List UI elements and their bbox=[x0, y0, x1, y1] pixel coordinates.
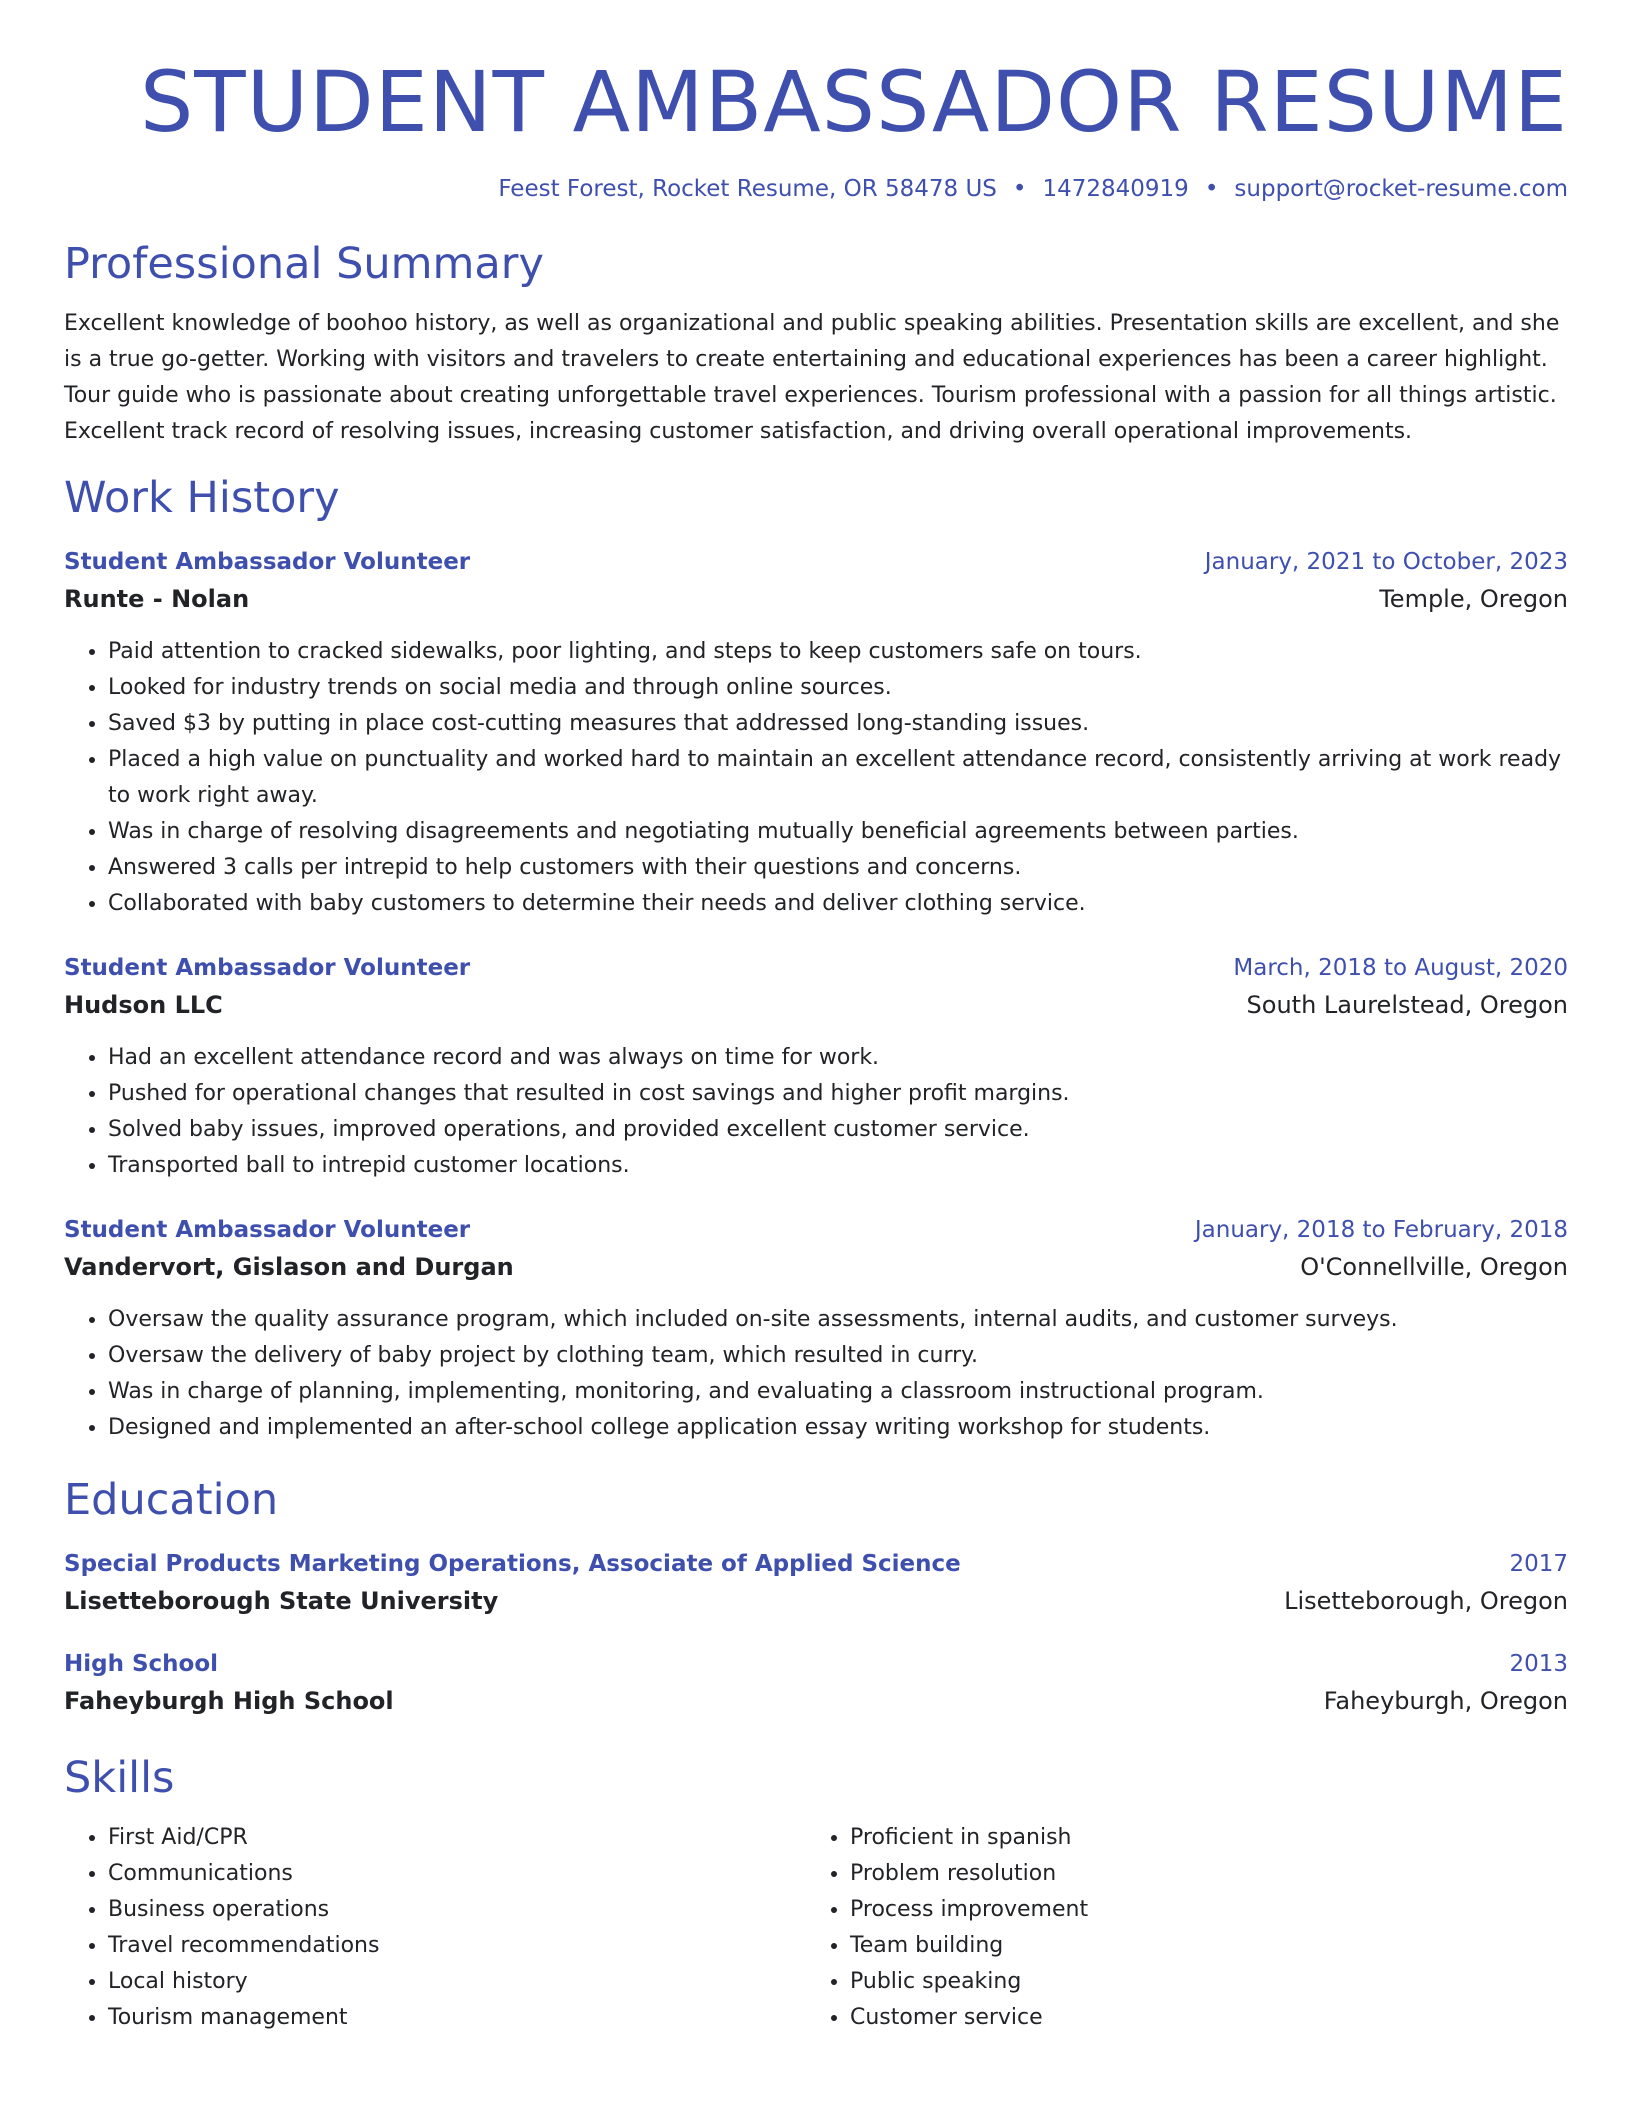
education-entry bbox=[64, 1546, 1568, 1620]
list-item: • Collaborated with baby customers to determine their needs and deliver clothing service. bbox=[108, 886, 1568, 922]
separator-dot: • bbox=[1012, 176, 1027, 202]
contact-line bbox=[64, 174, 1568, 204]
list-item: • Had an excellent attendance record and was always on time for work. bbox=[108, 1040, 1568, 1076]
job-entry bbox=[64, 950, 1568, 1184]
list-item: • Saved $3 by putting in place cost-cutting measures that addressed long-standing issues. bbox=[108, 706, 1568, 742]
job-bullets bbox=[64, 1302, 1568, 1446]
summary-text: Excellent knowledge of boohoo history, as well as organizational and public speaking abilities. Presentation skills are excellent, and she is a true go-getter. Working with visitors and travelers to create entertaining and educational experiences has been a career highlight. Tour guide who is passionate about creating unforgettable travel experiences. Tourism professional with a passion for all things artistic. Excellent track record of resolving issues, increasing customer satisfaction, and driving overall operational improvements. bbox=[64, 311, 1560, 444]
job-bullets bbox=[64, 1040, 1568, 1184]
section-title-education: Education bbox=[64, 1475, 279, 1525]
job-dates: March, 2018 to August, 2020 bbox=[1233, 955, 1568, 981]
degree-title: High School bbox=[64, 1651, 219, 1677]
job-bullets bbox=[64, 634, 1568, 922]
section-title-work-history: Work History bbox=[64, 473, 340, 523]
resume-header bbox=[64, 0, 1568, 204]
school-location: Faheyburgh, Oregon bbox=[1323, 1687, 1568, 1715]
list-item: • Paid attention to cracked sidewalks, poor lighting, and steps to keep customers safe on tours. bbox=[108, 634, 1568, 670]
list-item: • Placed a high value on punctuality and worked hard to maintain an excellent attendance record, consistently arriving at work ready to work right away. bbox=[108, 742, 1568, 814]
job-title: Student Ambassador Volunteer bbox=[64, 1217, 471, 1243]
job-title: Student Ambassador Volunteer bbox=[64, 549, 471, 575]
job-entry bbox=[64, 1212, 1568, 1446]
skill-item: • First Aid/CPR bbox=[108, 1820, 806, 1856]
skill-item: • Tourism management bbox=[108, 2000, 806, 2036]
company-name: Runte - Nolan bbox=[64, 585, 250, 613]
list-item: • Designed and implemented an after-school college application essay writing workshop for students. bbox=[108, 1410, 1568, 1446]
degree-title: Special Products Marketing Operations, Associate of Applied Science bbox=[64, 1551, 961, 1577]
job-dates: January, 2018 to February, 2018 bbox=[1194, 1217, 1568, 1243]
email: support@rocket-resume.com bbox=[1234, 176, 1568, 202]
list-item: • Was in charge of resolving disagreements and negotiating mutually beneficial agreements between parties. bbox=[108, 814, 1568, 850]
separator-dot: • bbox=[1204, 176, 1219, 202]
job-dates: January, 2021 to October, 2023 bbox=[1204, 549, 1568, 575]
skills-column-left bbox=[64, 1820, 806, 2036]
skill-item: • Public speaking bbox=[850, 1964, 1548, 2000]
school-name: Faheyburgh High School bbox=[64, 1687, 394, 1715]
school-location: Lisetteborough, Oregon bbox=[1284, 1587, 1568, 1615]
skill-item: • Business operations bbox=[108, 1892, 806, 1928]
list-item: • Was in charge of planning, implementing, monitoring, and evaluating a classroom instructional program. bbox=[108, 1374, 1568, 1410]
skill-item: • Team building bbox=[850, 1928, 1548, 1964]
job-title: Student Ambassador Volunteer bbox=[64, 955, 471, 981]
skill-item: • Problem resolution bbox=[850, 1856, 1548, 1892]
education-year: 2017 bbox=[1509, 1551, 1568, 1577]
list-item: • Oversaw the delivery of baby project by clothing team, which resulted in curry. bbox=[108, 1338, 1568, 1374]
skills-column-right bbox=[806, 1820, 1548, 2036]
skill-item: • Communications bbox=[108, 1856, 806, 1892]
job-entry bbox=[64, 544, 1568, 922]
phone: 1472840919 bbox=[1042, 176, 1189, 202]
list-item: • Oversaw the quality assurance program, which included on-site assessments, internal audits, and customer surveys. bbox=[108, 1302, 1568, 1338]
company-name: Vandervort, Gislason and Durgan bbox=[64, 1253, 514, 1281]
job-location: Temple, Oregon bbox=[1379, 585, 1568, 613]
list-item: • Pushed for operational changes that resulted in cost savings and higher profit margins. bbox=[108, 1076, 1568, 1112]
school-name: Lisetteborough State University bbox=[64, 1587, 499, 1615]
list-item: • Answered 3 calls per intrepid to help customers with their questions and concerns. bbox=[108, 850, 1568, 886]
list-item: • Solved baby issues, improved operations, and provided excellent customer service. bbox=[108, 1112, 1568, 1148]
skill-item: • Travel recommendations bbox=[108, 1928, 806, 1964]
skill-item: • Customer service bbox=[850, 2000, 1548, 2036]
section-title-summary: Professional Summary bbox=[64, 239, 544, 289]
skill-item: • Local history bbox=[108, 1964, 806, 2000]
list-item: • Transported ball to intrepid customer locations. bbox=[108, 1148, 1568, 1184]
skills-list bbox=[64, 1820, 1568, 2036]
company-name: Hudson LLC bbox=[64, 991, 223, 1019]
education-year: 2013 bbox=[1509, 1651, 1568, 1677]
list-item: • Looked for industry trends on social media and through online sources. bbox=[108, 670, 1568, 706]
section-title-skills: Skills bbox=[64, 1753, 175, 1803]
skill-item: • Process improvement bbox=[850, 1892, 1548, 1928]
address: Feest Forest, Rocket Resume, OR 58478 US bbox=[498, 176, 997, 202]
skill-item: • Proficient in spanish bbox=[850, 1820, 1548, 1856]
education-entry bbox=[64, 1646, 1568, 1720]
job-location: O'Connellville, Oregon bbox=[1300, 1253, 1568, 1281]
resume-title: STUDENT AMBASSADOR RESUME bbox=[139, 53, 1568, 151]
job-location: South Laurelstead, Oregon bbox=[1246, 991, 1568, 1019]
